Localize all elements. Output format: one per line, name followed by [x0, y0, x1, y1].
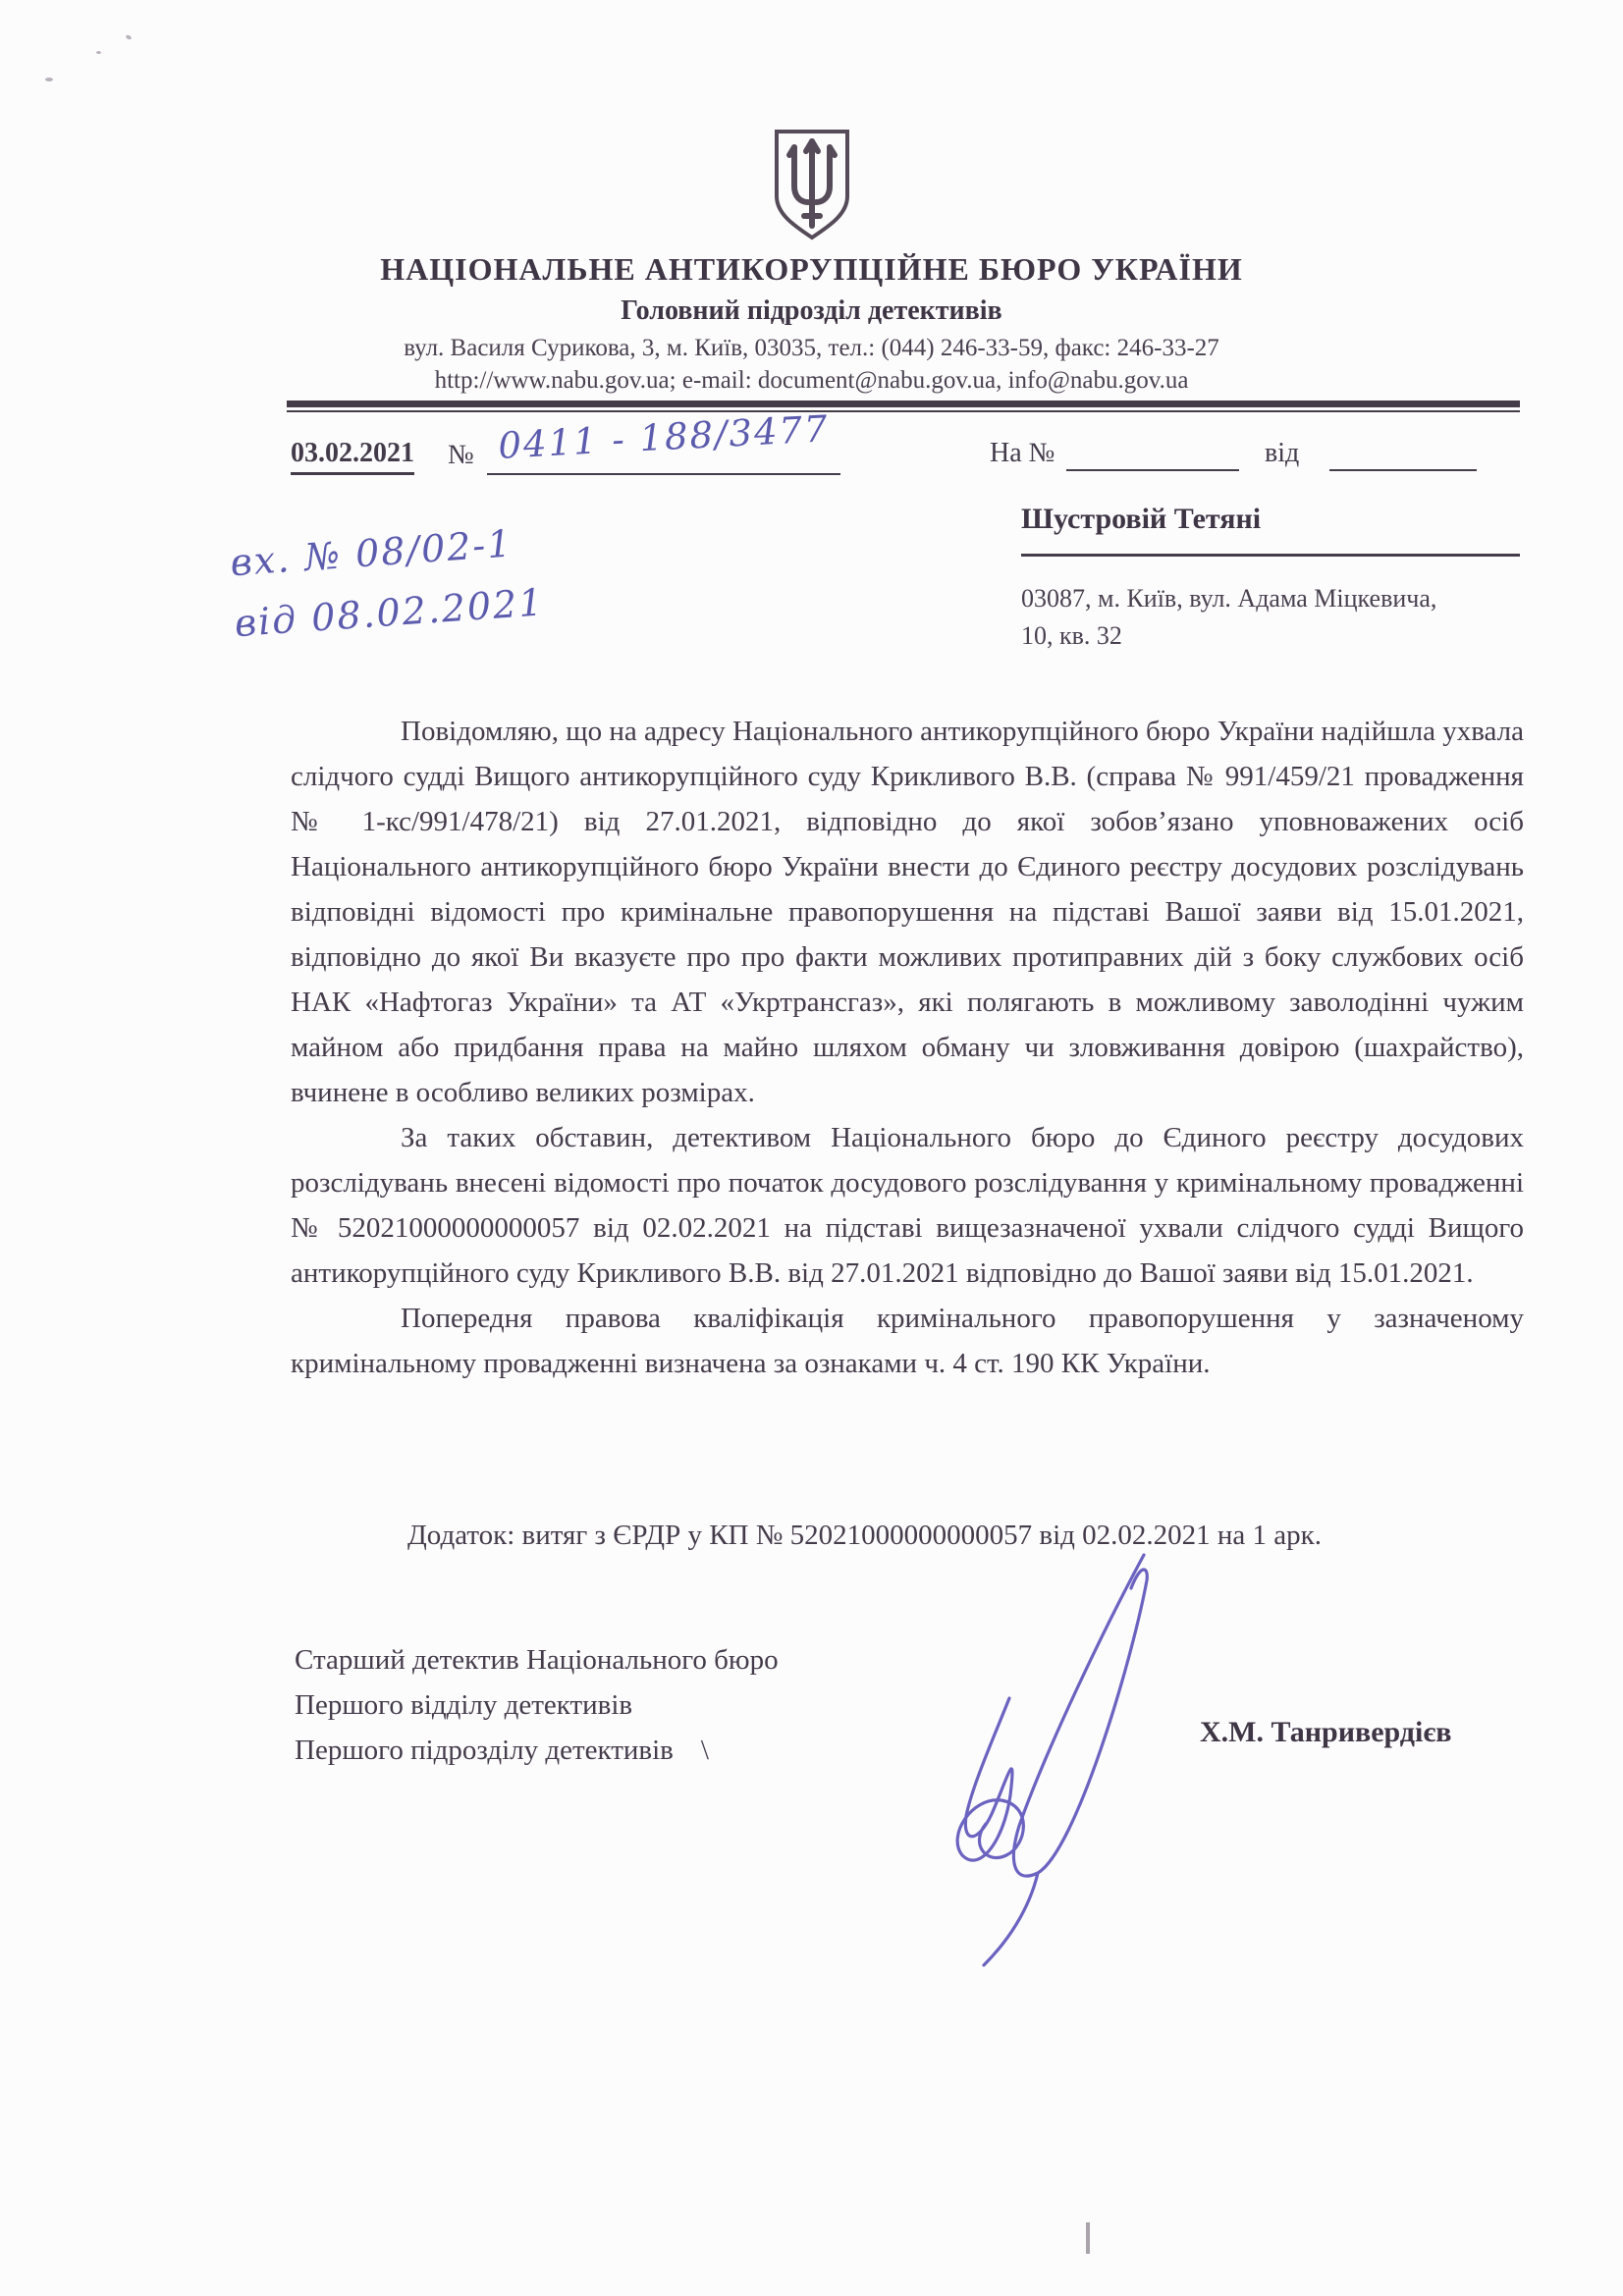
org-address: вул. Василя Сурикова, 3, м. Київ, 03035, тел.: (044) 246-33-59, факс: 246-33-27 [404, 335, 1219, 361]
attachment-line: Додаток: витяг з ЄРДР у КП № 52021000000000057 від 02.02.2021 на 1 арк. [407, 1520, 1323, 1551]
incoming-date-blank [1329, 469, 1477, 471]
signer-name: Х.М. Танривердієв [1200, 1716, 1452, 1748]
recipient-block [1021, 503, 1524, 655]
reference-row [291, 407, 1524, 489]
signer-position-line2: Першого відділу детективів [295, 1689, 633, 1721]
recipient-name: Шустровій Тетяні [1021, 503, 1262, 535]
recipient-address-line1: 03087, м. Київ, вул. Адама Міцкевича, [1021, 584, 1437, 613]
org-contacts: http://www.nabu.gov.ua; e-mail: document@nabu.gov.ua, info@nabu.gov.ua [434, 367, 1189, 394]
incoming-date-label: від [1265, 438, 1300, 468]
signer-position-block [295, 1637, 982, 1773]
incoming-note-line1: вх. № 08/02-1 [229, 521, 514, 585]
body-paragraph-1: Повідомляю, що на адресу Національного антикорупційного бюро України надійшла ухвала слідчого судді Вищого антикорупційного суду Крикливого В.В. (справа № 991/459/21 провадження № 1-кс/991/478/21) від 27.01.2021, відповідно до якої зобов’язано уповноважених осіб Національного антикорупційного бюро України внести до Єдиного реєстру досудових розслідувань відповідні відомості про кримінальне правопорушення на підставі Вашої заяви від 15.01.2021, відповідно до якої Ви вказуєте про про факти можливих протиправних дій з боку службових осіб НАК «Нафтогаз України» та АТ «Укртрансгаз», які полягають в можливому заволодінні чужим майном або придбання права на майно шляхом обману чи зловживання довірою (шахрайство), вчинене в особливо великих розмірах. [291, 716, 1524, 1108]
stray-pen-mark: \ [700, 1735, 709, 1766]
letterhead-emblem [0, 126, 1623, 254]
outgoing-date: 03.02.2021 [291, 438, 414, 475]
number-sign: № [448, 440, 474, 470]
letter-body [291, 709, 1524, 1386]
incoming-number-blank [1066, 469, 1239, 471]
letterhead-divider [287, 400, 1520, 412]
scan-speck [45, 78, 53, 81]
recipient-rule [1021, 554, 1520, 557]
incoming-note-line2: від 08.02.2021 [233, 580, 546, 646]
body-paragraph-3: Попередня правова кваліфікація кримінального правопорушення у зазначеному кримінальному провадженні визначена за ознаками ч. 4 ст. 190 КК України. [291, 1303, 1524, 1379]
handwritten-signature-icon [913, 1549, 1227, 1976]
signer-position-line1: Старший детектив Національного бюро [295, 1644, 779, 1676]
recipient-address-line2: 10, кв. 32 [1021, 621, 1122, 650]
body-paragraph-2: За таких обставин, детективом Національного бюро до Єдиного реєстру досудових розслідувань внесені відомості про початок досудового розслідування у кримінальному провадженні № 52021000000000057 від 02.02.2021 на підставі вищезазначеної ухвали слідчого судді Вищого антикорупційного суду Крикливого В.В. від 27.01.2021 відповідно до Вашої заяви від 15.01.2021. [291, 1122, 1524, 1289]
org-division: Головний підрозділ детективів [621, 295, 1002, 326]
handwritten-incoming-note [228, 489, 863, 654]
scan-artifact-tick [1086, 2222, 1090, 2254]
org-name: НАЦІОНАЛЬНЕ АНТИКОРУПЦІЙНЕ БЮРО УКРАЇНИ [380, 251, 1243, 287]
scan-speck [96, 51, 101, 54]
outgoing-number-line [487, 473, 840, 475]
scan-speck [125, 34, 132, 40]
incoming-number-label: На № [990, 438, 1055, 468]
outgoing-number-handwritten: 0411 - 188/3477 [497, 407, 831, 467]
signer-position-line3: Першого підрозділу детективів [295, 1735, 674, 1766]
